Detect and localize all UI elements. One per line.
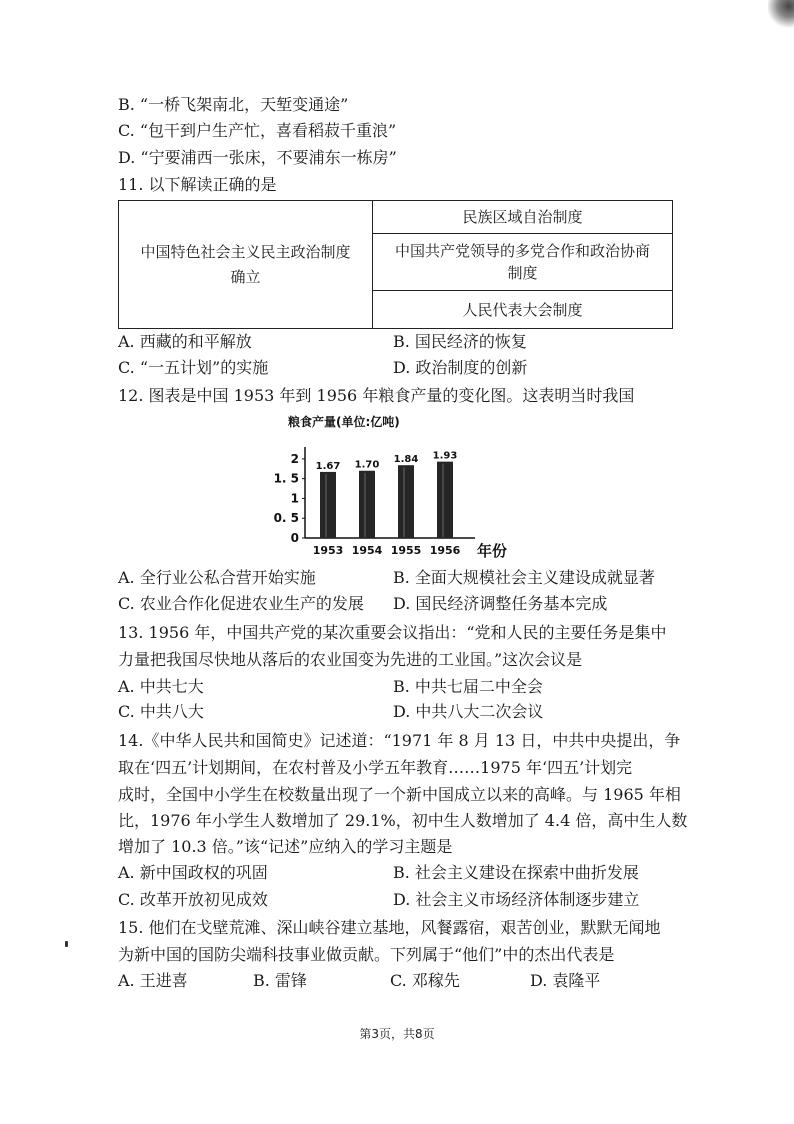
chart-data-label-1955: 1.84: [393, 454, 419, 466]
q11-option-d: D. 政治制度的创新: [393, 358, 528, 377]
q11-table-row-1-text: 民族区域自治制度: [462, 208, 583, 226]
q11-table-row-2-line-2: 制度: [507, 264, 538, 282]
q11-stem: 11. 以下解读正确的是: [118, 175, 277, 194]
q12-option-a: A. 全行业公私合营开始实施: [118, 568, 316, 587]
q11-table-row-1: [373, 201, 673, 234]
q15-option-b: B. 雷锋: [253, 971, 307, 990]
q14-option-a: A. 新中国政权的巩固: [118, 863, 268, 882]
q11-table-row-2-line-1: 中国共产党领导的多党合作和政治协商: [394, 242, 650, 260]
q15-option-d: D. 袁隆平: [530, 971, 601, 990]
chart-bar-1954: [359, 471, 375, 538]
q14-stem-line-5: 增加了 10.3 倍。”该“记述”应纳入的学习主题是: [118, 837, 453, 856]
q14-option-d: D. 社会主义市场经济体制逐步建立: [393, 890, 640, 909]
chart-x-tick-label-1956: 1956: [429, 544, 461, 557]
q14-option-c: C. 改革开放初见成效: [118, 890, 268, 909]
q13-option-c: C. 中共八大: [118, 702, 204, 721]
q13-stem-line-2: 力量把我国尽快地从落后的农业国变为先进的工业国。”这次会议是: [118, 650, 583, 669]
q11-table-row-3: [373, 291, 673, 329]
q15-option-a: A. 王进喜: [118, 971, 188, 990]
chart-x-tick-label-1955: 1955: [390, 544, 422, 557]
chart-bar-1956: [437, 462, 453, 538]
q11-table-row-3-text: 人民代表大会制度: [462, 300, 583, 319]
chart-y-tick-label-3: 1. 5: [273, 471, 299, 486]
q12-option-d: D. 国民经济调整任务基本完成: [393, 594, 608, 613]
q12-option-b: B. 全面大规模社会主义建设成就显著: [393, 568, 655, 587]
q14-stem-line-3: 成时，全国中小学生在校数量出现了一个新中国成立以来的高峰。与 1965 年相: [118, 785, 681, 804]
chart-data-label-1953: 1.67: [315, 460, 341, 472]
q11-table-left-cell: [119, 201, 373, 329]
q14-stem-line-4: 比，1976 年小学生人数增加了 29.1%，初中生人数增加了 4.4 倍，高中生人数: [118, 811, 688, 830]
chart-data-label-1954: 1.70: [354, 459, 380, 471]
chart-y-tick-label-0: 0: [290, 531, 299, 545]
q10-option-c: C. “包干到户生产忙，喜看稻菽千重浪”: [118, 121, 397, 140]
q11-option-a: A. 西藏的和平解放: [118, 332, 252, 351]
q13-option-b: B. 中共七届二中全会: [393, 677, 543, 696]
chart-title: 粮食产量(单位:亿吨): [288, 415, 400, 429]
q13-option-d: D. 中共八大二次会议: [393, 702, 544, 721]
q14-stem-line-2: 取在‘四五’计划期间，在农村普及小学五年教育……1975 年‘四五’计划完: [118, 758, 633, 777]
q10-option-d: D. “宁要浦西一张床，不要浦东一栋房”: [118, 148, 397, 167]
chart-bar-1953: [320, 472, 336, 538]
q10-option-b: B. “一桥飞架南北，天堑变通途”: [118, 95, 349, 114]
q11-table: [118, 200, 673, 329]
q13-option-a: A. 中共七大: [118, 677, 204, 696]
chart-x-tick-label-1954: 1954: [351, 544, 383, 557]
q11-option-b: B. 国民经济的恢复: [393, 332, 527, 351]
chart-x-tick-label-1953: 1953: [312, 544, 344, 557]
chart-y-tick-label-4: 2: [290, 451, 299, 466]
q11-table-row-2: [373, 234, 673, 291]
scan-dot-mark: [65, 941, 68, 947]
q15-stem-line-2: 为新中国的国防尖端科技事业做贡献。下列属于“他们”中的杰出代表是: [118, 945, 615, 964]
scan-corner-mark: [768, 0, 794, 30]
chart-y-tick-label-1: 0. 5: [273, 511, 299, 526]
q15-stem-line-1: 15. 他们在戈壁荒滩、深山峡谷建立基地，风餐露宿，艰苦创业，默默无闻地: [118, 918, 661, 937]
q12-stem: 12. 图表是中国 1953 年到 1956 年粮食产量的变化图。这表明当时我国: [118, 386, 635, 405]
q11-option-c: C. “一五计划”的实施: [118, 358, 269, 377]
q14-stem-line-1: 14.《中华人民共和国简史》记述道：“1971 年 8 月 13 日，中共中央提出，争: [118, 731, 681, 750]
q13-stem-line-1: 13. 1956 年，中国共产党的某次重要会议指出：“党和人民的主要任务是集中: [118, 623, 667, 642]
chart-y-tick-label-2: 1: [290, 491, 299, 506]
q11-table-left-line-2: 确立: [230, 267, 261, 286]
grain-chart: [270, 410, 520, 560]
q11-table-left-line-1: 中国特色社会主义民主政治制度: [140, 242, 351, 261]
page-footer: 第3页，共8页: [359, 1027, 435, 1041]
chart-xlabel: 年份: [477, 542, 508, 560]
chart-bar-1955: [398, 465, 414, 538]
q15-option-c: C. 邓稼先: [390, 971, 460, 990]
q12-option-c: C. 农业合作化促进农业生产的发展: [118, 594, 364, 613]
q14-option-b: B. 社会主义建设在探索中曲折发展: [393, 863, 639, 882]
chart-data-label-1956: 1.93: [432, 450, 458, 462]
